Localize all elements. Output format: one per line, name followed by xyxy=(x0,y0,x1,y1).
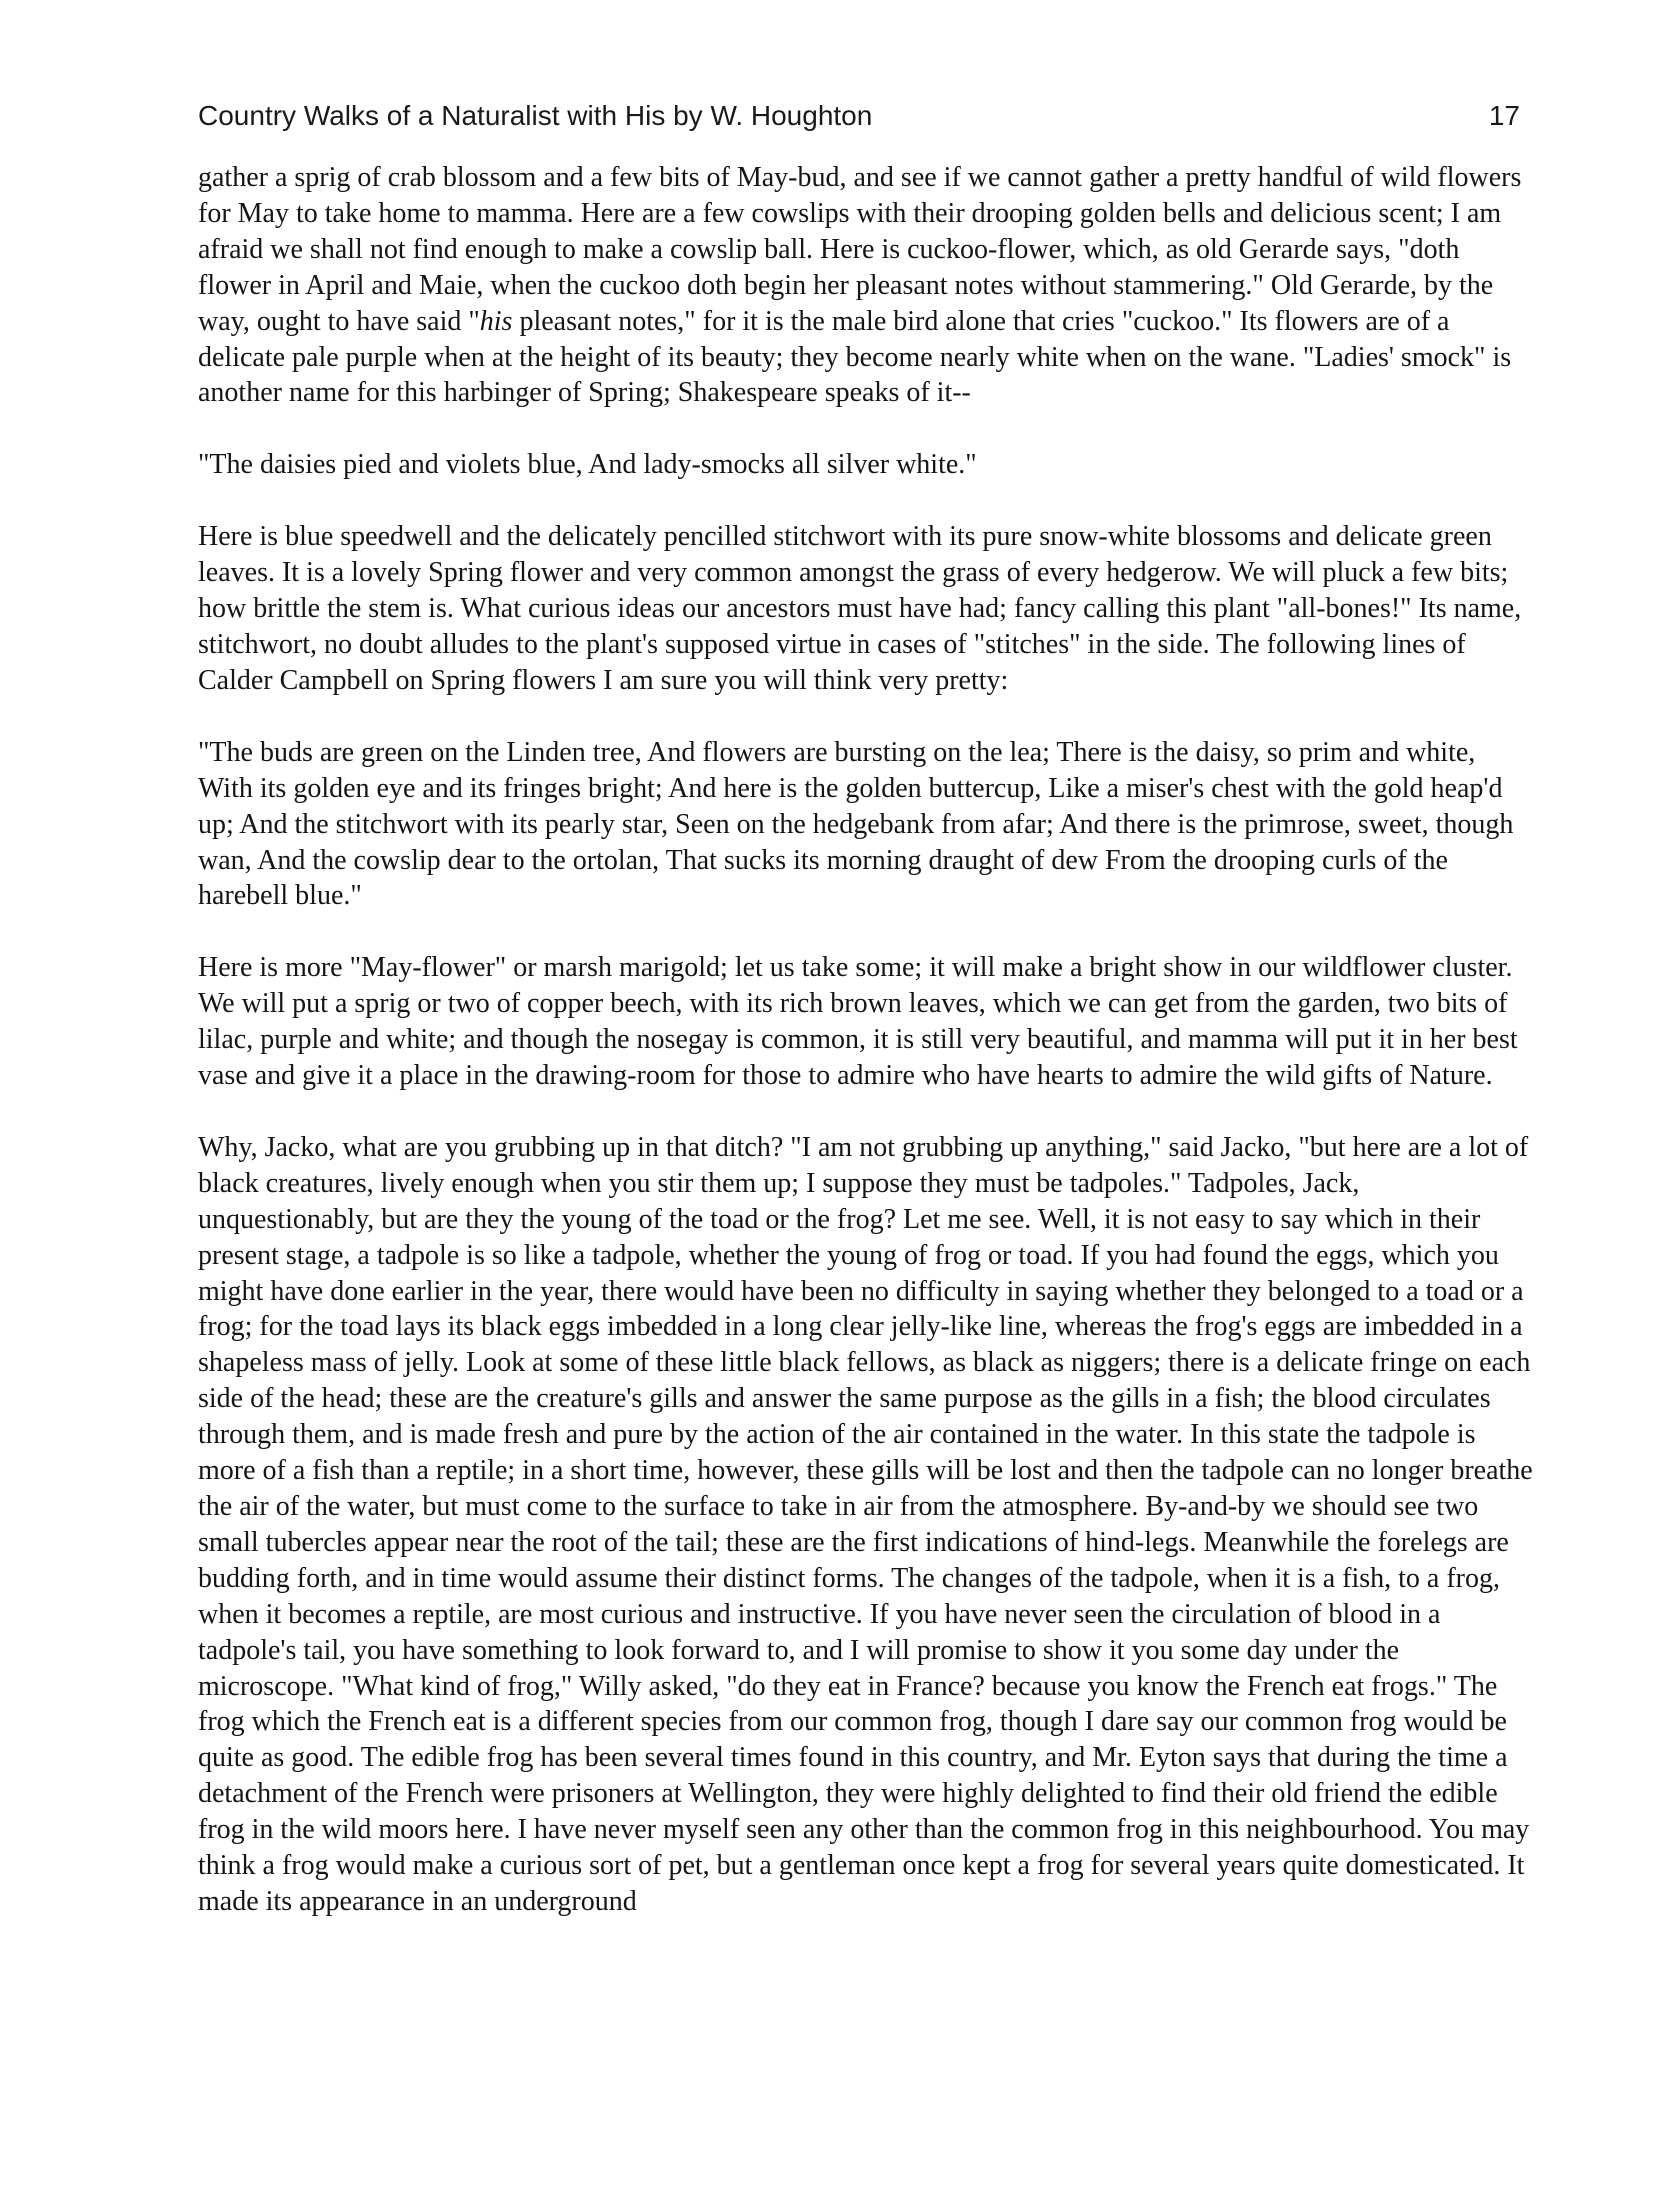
text-run: gather a sprig of crab blossom and a few bits of May-bud, and see if we cannot gather a pretty handful of wild flowers for May to take home to mamma. Here are a few cowslips with their drooping golden bells and delicious scent; I am afraid we shall not find enough to make a cowslip ball. Here is cuckoo-flower, which, as old Gerarde says, "doth flower in April and Maie, when the cuckoo doth begin her pleasant notes without stammering." Old Gerarde, by the way, ought to have said " xyxy=(198,162,1522,337)
verse-quotation: "The buds are green on the Linden tree, And flowers are bursting on the lea; There is the daisy, so prim and white, With its golden eye and its fringes bright; And here is the golden buttercup, Like a miser's chest with the gold heap'd up; And the stitchwort with its pearly star, Seen on the hedgebank from afar; And there is the primrose, sweet, though wan, And the cowslip dear to the ortolan, That sucks its morning draught of dew From the drooping curls of the harebell blue." xyxy=(198,736,1514,912)
verse-quotation: "The daisies pied and violets blue, And lady-smocks all silver white." xyxy=(198,449,977,481)
text-run: pleasant notes," for it is the male bird alone that cries "cuckoo." Its flowers are of a delicate pale purple when at the height of its beauty; they become nearly white when on the wane. "Ladies' smock" is another name for this harbinger of Spring; Shakespeare speaks of it-- xyxy=(198,305,1512,409)
paragraph: Here is more "May-flower" or marsh marigold; let us take some; it will make a bright show in our wildflower cluster. We will put a sprig or two of copper beech, with its rich brown leaves, which we can get from the garden, two bits of lilac, purple and white; and though the nosegay is common, it is still very beautiful, and mamma will put it in her best vase and give it a place in the drawing-room for those to admire who have hearts to admire the wild gifts of Nature. xyxy=(198,952,1518,1092)
page-number: 17 xyxy=(1488,100,1520,131)
running-header xyxy=(198,100,1520,140)
body-text xyxy=(198,160,1533,1920)
running-title: Country Walks of a Naturalist with His by W. Houghton xyxy=(198,100,873,131)
paragraph xyxy=(198,160,1533,411)
paragraph: Why, Jacko, what are you grubbing up in that ditch? "I am not grubbing up anything," said Jacko, "but here are a lot of black creatures, lively enough when you stir them up; I suppose they must be tadpoles." Tadpoles, Jack, unquestionably, but are they the young of the toad or the frog? Let me see. Well, it is not easy to say which in their present stage, a tadpole is so like a tadpole, whether the young of frog or toad. If you had found the eggs, which you might have done earlier in the year, there would have been no difficulty in saying whether they belonged to a toad or a frog; for the toad lays its black eggs imbedded in a long clear jelly-like line, whereas the frog's eggs are imbedded in a shapeless mass of jelly. Look at some of these little black fellows, as black as niggers; there is a delicate fringe on each side of the head; these are the creature's gills and answer the same purpose as the gills in a fish; the blood circulates through them, and is made fresh and pure by the action of the air contained in the water. In this state the tadpole is more of a fish than a reptile; in a short time, however, these gills will be lost and then the tadpole can no longer breathe the air of the water, but must come to the surface to take in air from the atmosphere. By-and-by we should see two small tubercles appear near the root of the tail; these are the first indications of hind-legs. Meanwhile the forelegs are budding forth, and in time would assume their distinct forms. The changes of the tadpole, when it is a fish, to a frog, when it becomes a reptile, are most curious and instructive. If you have never seen the circulation of blood in a tadpole's tail, you have something to look forward to, and I will promise to show it you some day under the microscope. "What kind of frog," Willy asked, "do they eat in France? because you know the French eat frogs." The frog which the French eat is a different species from our common frog, though I dare say our common frog would be quite as good. The edible frog has been several times found in this country, and Mr. Eyton says that during the time a detachment of the French were prisoners at Wellington, they were highly delighted to find their old friend the edible frog in the wild moors here. I have never myself seen any other than the common frog in this neighbourhood. You may think a frog would make a curious sort of pet, but a gentleman once kept a frog for several years quite domesticated. It made its appearance in an underground xyxy=(198,1131,1533,1917)
paragraph: Here is blue speedwell and the delicately pencilled stitchwort with its pure snow-white blossoms and delicate green leaves. It is a lovely Spring flower and very common amongst the grass of every hedgerow. We will pluck a few bits; how brittle the stem is. What curious ideas our ancestors must have had; fancy calling this plant "all-bones!" Its name, stitchwort, no doubt alludes to the plant's supposed virtue in cases of "stitches" in the side. The following lines of Calder Campbell on Spring flowers I am sure you will think very pretty: xyxy=(198,521,1522,696)
italic-text-run: his xyxy=(479,305,513,337)
